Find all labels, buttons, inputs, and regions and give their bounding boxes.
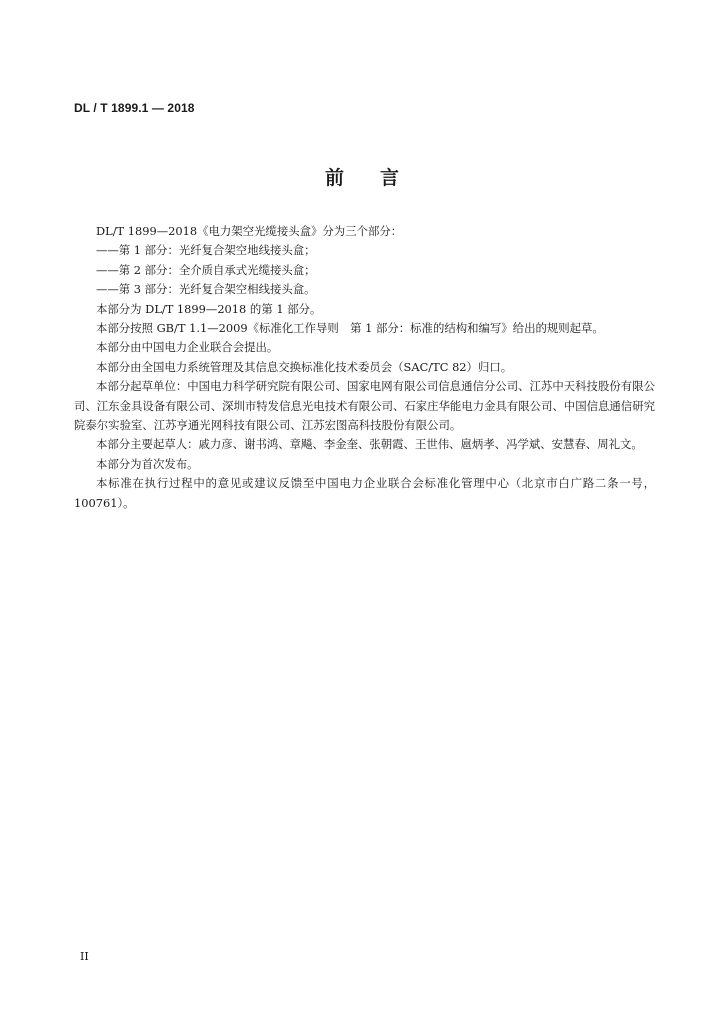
paragraph-feedback: 本标准在执行过程中的意见或建议反馈至中国电力企业联合会标准化管理中心（北京市白广路二条一号，100761）。 xyxy=(74,476,655,510)
paragraph-drafting-rules: 本部分按照 GB/T 1.1—2009《标准化工作导则 第 1 部分：标准的结构和编写》给出的规则起草。 xyxy=(96,321,604,336)
paragraph-first-release: 本部分为首次发布。 xyxy=(96,456,199,471)
paragraph-scope: 本部分为 DL/T 1899—2018 的第 1 部分。 xyxy=(96,301,322,316)
page-number: II xyxy=(80,950,89,963)
list-item-part-3: ——第 3 部分：光纤复合架空相线接头盒。 xyxy=(96,282,316,297)
paragraph-drafting-units: 本部分起草单位：中国电力科学研究院有限公司、国家电网有限公司信息通信分公司、江苏中天科技股份有限公司、江东金具设备有限公司、深圳市特发信息光电技术有限公司、石家庄华能电力金具有限公司、中国信息通信研究院泰尔实验室、江苏亨通光网科技有限公司、江苏宏图高科技股份有限公司。 xyxy=(74,379,655,433)
paragraph-proposer: 本部分由中国电力企业联合会提出。 xyxy=(96,340,279,355)
list-item-part-2: ——第 2 部分：全介质自承式光缆接头盒； xyxy=(96,262,316,277)
paragraph-drafters: 本部分主要起草人：戚力彦、谢书鸿、章飚、李金奎、张朝霞、王世伟、扈炳孝、冯学斌、安慧春、周礼文。 xyxy=(96,437,643,452)
section-title: 前言 xyxy=(324,167,435,189)
list-item-part-1: ——第 1 部分：光纤复合架空地线接头盒； xyxy=(96,243,316,258)
foreword-body xyxy=(74,222,655,513)
paragraph-intro: DL/T 1899—2018《电力架空光缆接头盒》分为三个部分： xyxy=(96,224,403,238)
paragraph-committee: 本部分由全国电力系统管理及其信息交换标准化技术委员会（SAC/TC 82）归口。 xyxy=(96,359,513,374)
document-code: DL / T 1899.1 — 2018 xyxy=(74,101,195,115)
